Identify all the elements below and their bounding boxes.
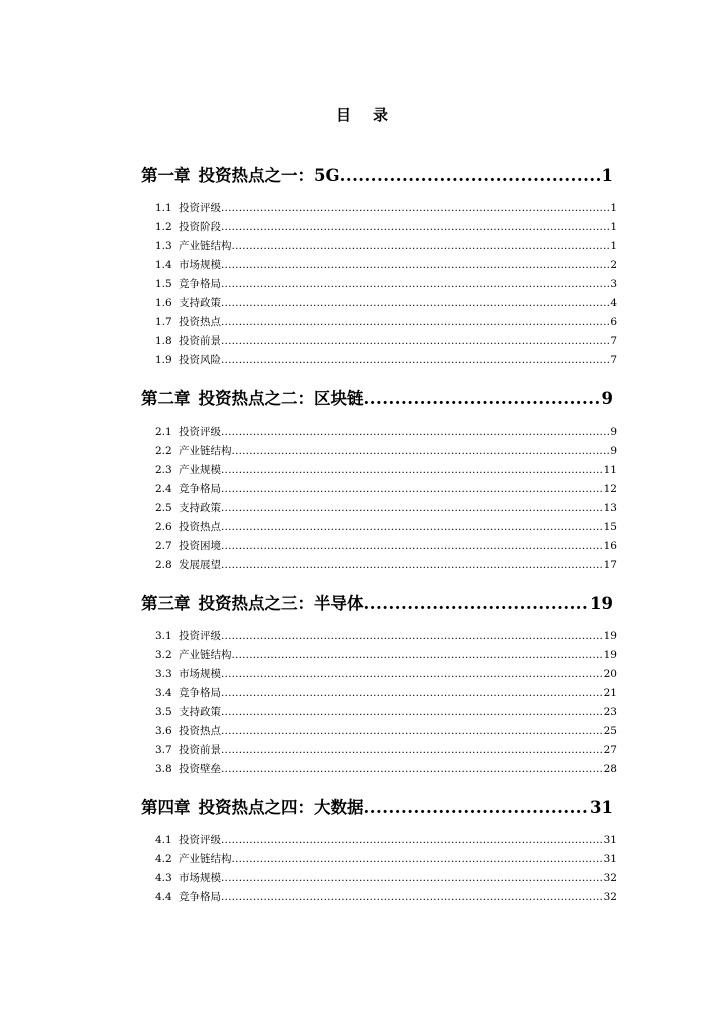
entry-title: 投资评级 [179, 426, 221, 438]
entry-number: 2.2 [155, 445, 172, 457]
entry-number: 1.9 [155, 354, 172, 366]
entry-number: 1.5 [155, 278, 172, 290]
entry-page-number: 12 [603, 483, 617, 495]
entry-page-number: 25 [603, 725, 617, 737]
entry-page-number: 16 [603, 540, 617, 552]
entry-page-number: 7 [610, 354, 617, 366]
entry-page-number: 27 [603, 744, 617, 756]
entry-number: 3.2 [155, 649, 172, 661]
entry-title: 竞争格局 [179, 278, 221, 290]
toc-entry[interactable] [155, 238, 617, 252]
toc-entry[interactable] [155, 851, 617, 865]
toc-entry[interactable] [155, 832, 617, 846]
dot-leader [221, 872, 603, 884]
dot-leader [221, 259, 609, 271]
dot-leader [221, 502, 603, 514]
toc-entry[interactable] [155, 333, 617, 347]
entry-page-number: 15 [603, 521, 617, 533]
entry-title: 竞争格局 [179, 483, 221, 495]
entry-title: 支持政策 [179, 502, 221, 514]
toc-entry[interactable] [155, 443, 617, 457]
entry-page-number: 2 [610, 259, 617, 271]
entry-page-number: 6 [610, 316, 617, 328]
entry-page-number: 1 [610, 221, 617, 233]
dot-leader [364, 594, 590, 613]
entry-number: 4.1 [155, 834, 172, 846]
dot-leader [221, 540, 603, 552]
entry-page-number: 17 [603, 559, 617, 571]
entry-page-number: 32 [603, 891, 617, 903]
entry-page-number: 4 [610, 297, 617, 309]
dot-leader [340, 166, 601, 185]
entry-title: 投资困境 [179, 540, 221, 552]
entry-page-number: 9 [610, 445, 617, 457]
entry-title: 投资评级 [179, 834, 221, 846]
toc-entry[interactable] [155, 276, 617, 290]
chapter-title: 投资热点之二：区块链 [198, 389, 364, 408]
entry-page-number: 28 [603, 763, 617, 775]
toc-entry[interactable] [155, 519, 617, 533]
entry-page-number: 7 [610, 335, 617, 347]
dot-leader [221, 426, 609, 438]
chapter-number: 第三章 [141, 594, 191, 613]
entry-number: 2.5 [155, 502, 172, 514]
dot-leader [221, 297, 609, 309]
entry-title: 产业规模 [179, 464, 221, 476]
chapter-title: 投资热点之四：大数据 [198, 798, 364, 817]
entry-title: 投资热点 [179, 316, 221, 328]
entry-number: 3.7 [155, 744, 172, 756]
entry-title: 竞争格局 [179, 891, 221, 903]
dot-leader [221, 559, 603, 571]
entry-title: 市场规模 [179, 872, 221, 884]
entry-title: 投资前景 [179, 744, 221, 756]
toc-entry[interactable] [155, 424, 617, 438]
entry-number: 2.3 [155, 464, 172, 476]
entry-page-number: 19 [603, 630, 617, 642]
entry-page-number: 3 [610, 278, 617, 290]
toc-entry[interactable] [155, 704, 617, 718]
chapter-page-number: 1 [601, 166, 613, 185]
entry-title: 投资阶段 [179, 221, 221, 233]
toc-entry[interactable] [155, 295, 617, 309]
entry-number: 3.3 [155, 668, 172, 680]
entry-number: 3.6 [155, 725, 172, 737]
entry-title: 竞争格局 [179, 687, 221, 699]
toc-entry[interactable] [155, 257, 617, 271]
entry-number: 3.8 [155, 763, 172, 775]
dot-leader [364, 798, 590, 817]
toc-entry[interactable] [155, 481, 617, 495]
dot-leader [221, 744, 603, 756]
dot-leader [221, 668, 603, 680]
toc-entry[interactable] [155, 500, 617, 514]
toc-entry[interactable] [155, 557, 617, 571]
dot-leader [221, 891, 603, 903]
dot-leader [221, 354, 609, 366]
entry-number: 1.7 [155, 316, 172, 328]
toc-entry[interactable] [155, 761, 617, 775]
toc-entry[interactable] [155, 314, 617, 328]
toc-entry[interactable] [155, 666, 617, 680]
toc-entry[interactable] [155, 628, 617, 642]
chapter-page-number: 9 [601, 389, 613, 408]
entry-title: 投资热点 [179, 521, 221, 533]
dot-leader [221, 763, 603, 775]
entry-number: 1.3 [155, 240, 172, 252]
entry-page-number: 21 [603, 687, 617, 699]
entry-number: 2.7 [155, 540, 172, 552]
dot-leader [221, 521, 603, 533]
chapter-title: 投资热点之一：5G [198, 166, 340, 185]
dot-leader [232, 853, 603, 865]
toc-entry[interactable] [155, 538, 617, 552]
entry-number: 2.6 [155, 521, 172, 533]
dot-leader [232, 240, 610, 252]
entry-title: 支持政策 [179, 706, 221, 718]
entry-page-number: 9 [610, 426, 617, 438]
entry-number: 1.2 [155, 221, 172, 233]
entry-title: 支持政策 [179, 297, 221, 309]
chapter-number: 第一章 [141, 166, 191, 185]
entry-number: 2.1 [155, 426, 172, 438]
entry-title: 市场规模 [179, 259, 221, 271]
toc-entry[interactable] [155, 219, 617, 233]
dot-leader [221, 221, 609, 233]
chapter-heading[interactable] [141, 590, 613, 614]
dot-leader [221, 725, 603, 737]
dot-leader [221, 483, 603, 495]
chapter-number: 第二章 [141, 389, 191, 408]
entry-title: 产业链结构 [179, 445, 232, 457]
entry-number: 1.6 [155, 297, 172, 309]
dot-leader [232, 445, 610, 457]
toc-entry[interactable] [155, 742, 617, 756]
entry-number: 3.5 [155, 706, 172, 718]
entry-number: 4.4 [155, 891, 172, 903]
entry-page-number: 19 [603, 649, 617, 661]
entry-page-number: 20 [603, 668, 617, 680]
entry-page-number: 11 [603, 464, 617, 476]
dot-leader [221, 278, 609, 290]
entry-page-number: 1 [610, 240, 617, 252]
toc-entry[interactable] [155, 352, 617, 366]
entry-title: 产业链结构 [179, 240, 232, 252]
dot-leader [221, 464, 603, 476]
entry-page-number: 31 [603, 834, 617, 846]
toc-entry[interactable] [155, 889, 617, 903]
dot-leader [364, 389, 601, 408]
chapter-heading[interactable] [141, 162, 613, 186]
entry-number: 1.1 [155, 202, 172, 214]
dot-leader [221, 316, 609, 328]
toc-entry[interactable] [155, 685, 617, 699]
entry-number: 2.8 [155, 559, 172, 571]
dot-leader [221, 630, 603, 642]
entry-number: 4.2 [155, 853, 172, 865]
dot-leader [221, 706, 603, 718]
chapter-number: 第四章 [141, 798, 191, 817]
dot-leader [221, 834, 603, 846]
entry-number: 1.8 [155, 335, 172, 347]
entry-number: 3.4 [155, 687, 172, 699]
toc-entry[interactable] [155, 200, 617, 214]
entry-title: 投资壁垒 [179, 763, 221, 775]
entry-number: 4.3 [155, 872, 172, 884]
toc-entry[interactable] [155, 723, 617, 737]
dot-leader [232, 649, 603, 661]
entry-page-number: 13 [603, 502, 617, 514]
dot-leader [221, 202, 609, 214]
chapter-heading[interactable] [141, 385, 613, 409]
entry-page-number: 32 [603, 872, 617, 884]
entry-number: 2.4 [155, 483, 172, 495]
chapter-page-number: 31 [590, 798, 613, 817]
toc-title: 目录 [335, 106, 410, 124]
entry-title: 产业链结构 [179, 649, 232, 661]
entry-page-number: 23 [603, 706, 617, 718]
chapter-heading[interactable] [141, 794, 613, 818]
entry-title: 投资热点 [179, 725, 221, 737]
entry-title: 投资风险 [179, 354, 221, 366]
chapter-page-number: 19 [590, 594, 613, 613]
dot-leader [221, 335, 609, 347]
entry-title: 投资评级 [179, 630, 221, 642]
entry-page-number: 1 [610, 202, 617, 214]
toc-entry[interactable] [155, 462, 617, 476]
entry-number: 1.4 [155, 259, 172, 271]
dot-leader [221, 687, 603, 699]
entry-page-number: 31 [603, 853, 617, 865]
entry-title: 投资评级 [179, 202, 221, 214]
chapter-title: 投资热点之三：半导体 [198, 594, 364, 613]
entry-title: 发展展望 [179, 559, 221, 571]
entry-number: 3.1 [155, 630, 172, 642]
toc-entry[interactable] [155, 647, 617, 661]
toc-entry[interactable] [155, 870, 617, 884]
entry-title: 产业链结构 [179, 853, 232, 865]
entry-title: 投资前景 [179, 335, 221, 347]
entry-title: 市场规模 [179, 668, 221, 680]
